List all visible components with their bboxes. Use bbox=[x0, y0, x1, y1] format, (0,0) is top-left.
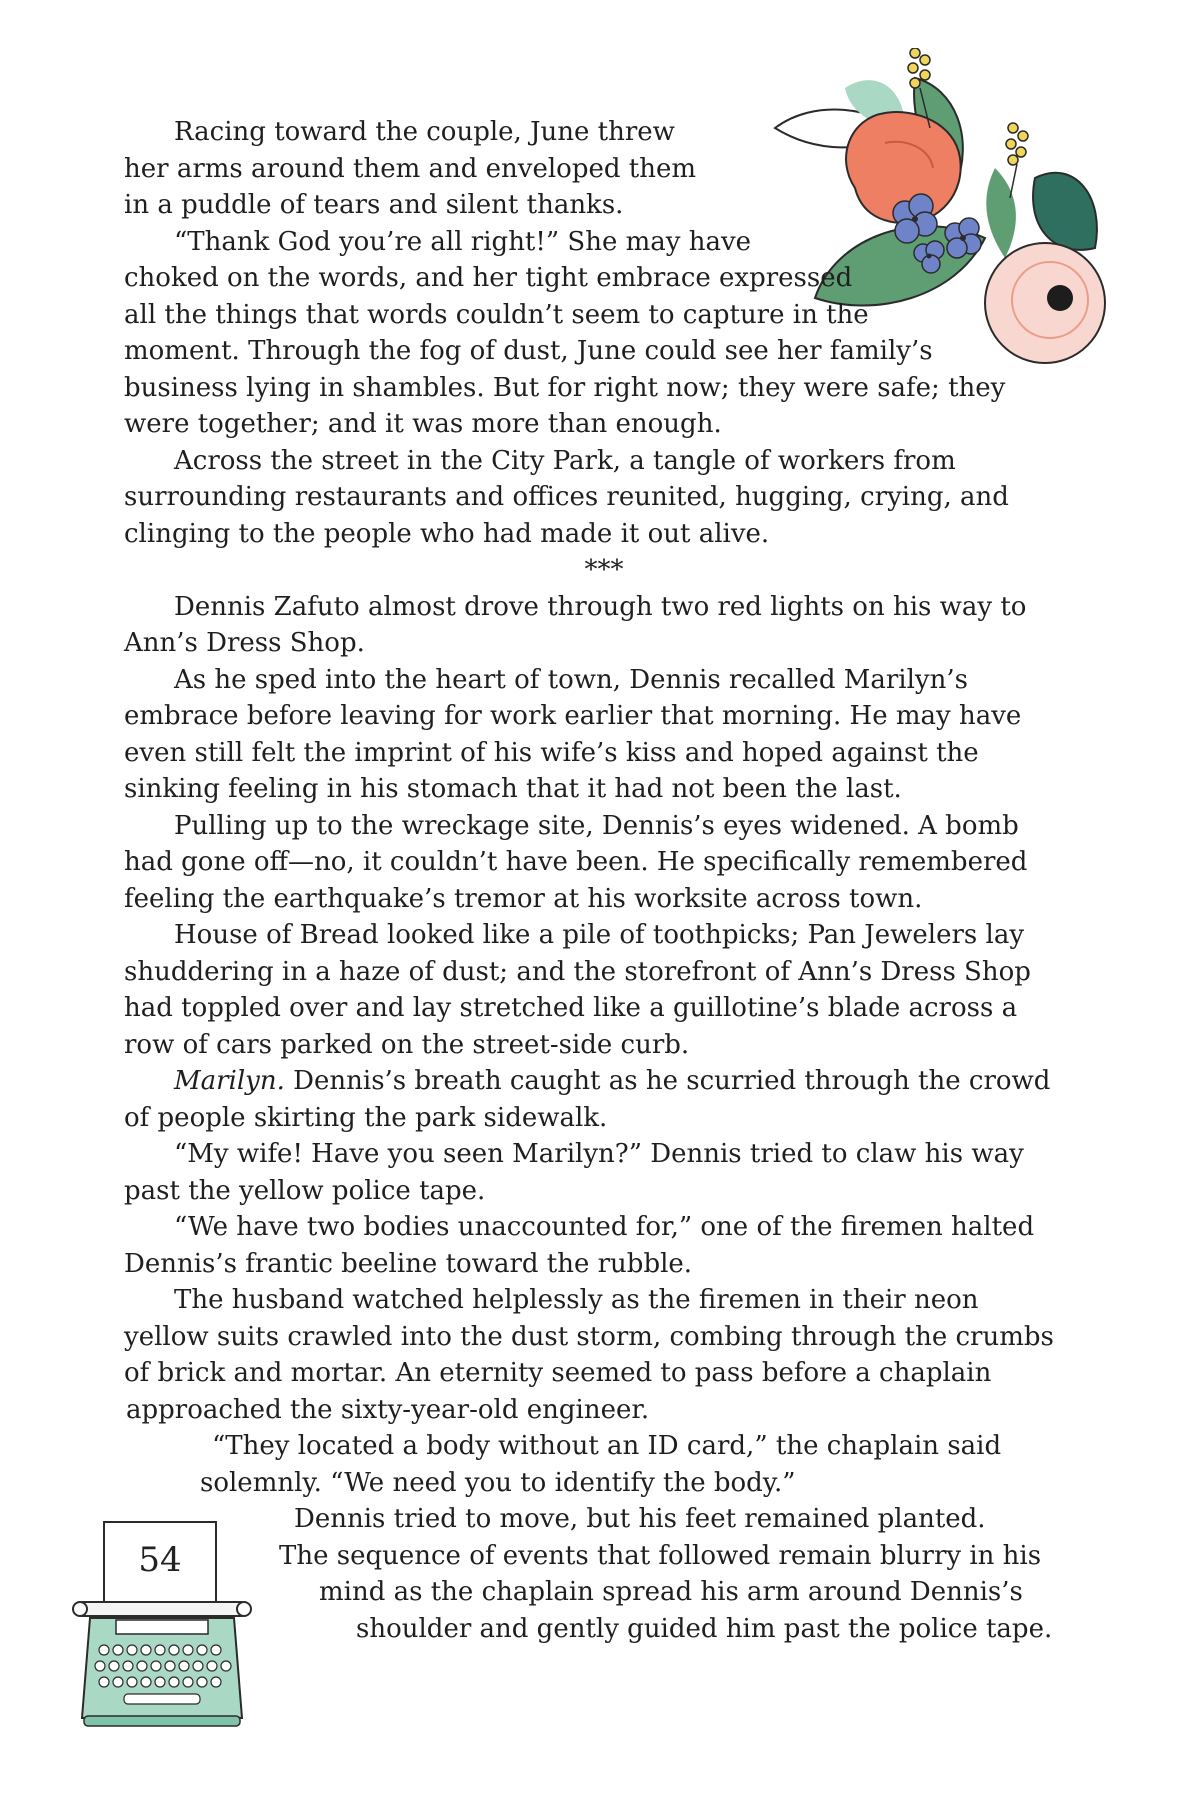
text-line: mind as the chaplain spread his arm around Dennis’s bbox=[319, 1577, 1023, 1607]
text-line: sinking feeling in his stomach that it had not been the last. bbox=[124, 774, 902, 804]
text-line: embrace before leaving for work earlier that morning. He may have bbox=[124, 701, 1022, 731]
text-line: “They located a body without an ID card,” the chaplain said bbox=[212, 1431, 1002, 1461]
text-fragment: Dennis’s breath caught as he scurried through the crowd bbox=[284, 1066, 1051, 1096]
text-line: shuddering in a haze of dust; and the storefront of Ann’s Dress Shop bbox=[124, 956, 1031, 987]
text-line: of people skirting the park sidewalk. bbox=[124, 1102, 608, 1133]
text-line: in a puddle of tears and silent thanks. bbox=[124, 190, 624, 220]
text-line: all the things that words couldn’t seem to capture in the bbox=[124, 299, 869, 330]
text-line: had gone off—no, it couldn’t have been. He specifically remembered bbox=[124, 847, 1028, 877]
page-number: 54 bbox=[138, 1540, 182, 1580]
text-line: feeling the earthquake’s tremor at his worksite across town. bbox=[124, 883, 923, 914]
text-line: choked on the words, and her tight embrace expressed bbox=[124, 263, 853, 293]
text-line: As he sped into the heart of town, Dennis recalled Marilyn’s bbox=[174, 664, 968, 695]
text-line: The husband watched helplessly as the firemen in their neon bbox=[174, 1285, 979, 1315]
text-line: yellow suits crawled into the dust storm, combing through the crumbs bbox=[124, 1321, 1054, 1352]
text-line: Ann’s Dress Shop. bbox=[124, 628, 365, 658]
text-line: moment. Through the fog of dust, June could see her family’s bbox=[124, 336, 933, 366]
text-line: “My wife! Have you seen Marilyn?” Dennis tried to claw his way bbox=[174, 1139, 1024, 1169]
text-line: row of cars parked on the street-side curb. bbox=[124, 1029, 690, 1060]
text-line: House of Bread looked like a pile of toothpicks; Pan Jewelers lay bbox=[174, 920, 1025, 950]
text-line: Pulling up to the wreckage site, Dennis’s eyes widened. A bomb bbox=[174, 810, 1019, 841]
body-text bbox=[124, 114, 1084, 1647]
text-line bbox=[124, 1063, 1084, 1100]
text-line: business lying in shambles. But for right now; they were safe; they bbox=[124, 372, 1006, 403]
text-line: approached the sixty-year-old engineer. bbox=[126, 1394, 650, 1425]
text-line: Dennis’s frantic beeline toward the rubble. bbox=[124, 1248, 693, 1279]
text-line: Across the street in the City Park, a tangle of workers from bbox=[174, 445, 956, 476]
text-line: past the yellow police tape. bbox=[124, 1175, 486, 1206]
text-line: “Thank God you’re all right!” She may have bbox=[174, 226, 752, 257]
text-line: of brick and mortar. An eternity seemed to pass before a chaplain bbox=[124, 1358, 992, 1388]
italic-name: Marilyn. bbox=[174, 1066, 285, 1096]
scene-break: *** bbox=[584, 555, 624, 585]
text-line: Dennis Zafuto almost drove through two red lights on his way to bbox=[174, 591, 1027, 622]
text-line: were together; and it was more than enough. bbox=[124, 409, 722, 439]
text-line: surrounding restaurants and offices reunited, hugging, crying, and bbox=[124, 482, 1009, 512]
text-line: The sequence of events that followed remain blurry in his bbox=[279, 1540, 1042, 1571]
text-line: Racing toward the couple, June threw bbox=[174, 117, 675, 147]
text-line: “We have two bodies unaccounted for,” one of the firemen halted bbox=[174, 1212, 1035, 1242]
text-line: shoulder and gently guided him past the police tape. bbox=[356, 1613, 1053, 1644]
text-line: even still felt the imprint of his wife’s kiss and hoped against the bbox=[124, 737, 979, 768]
text-line: had toppled over and lay stretched like a guillotine’s blade across a bbox=[124, 993, 1018, 1023]
text-line: her arms around them and enveloped them bbox=[124, 153, 696, 184]
text-line: Dennis tried to move, but his feet remained planted. bbox=[294, 1504, 986, 1534]
text-line: solemnly. “We need you to identify the body.” bbox=[200, 1467, 796, 1498]
text-line: clinging to the people who had made it out alive. bbox=[124, 518, 770, 549]
